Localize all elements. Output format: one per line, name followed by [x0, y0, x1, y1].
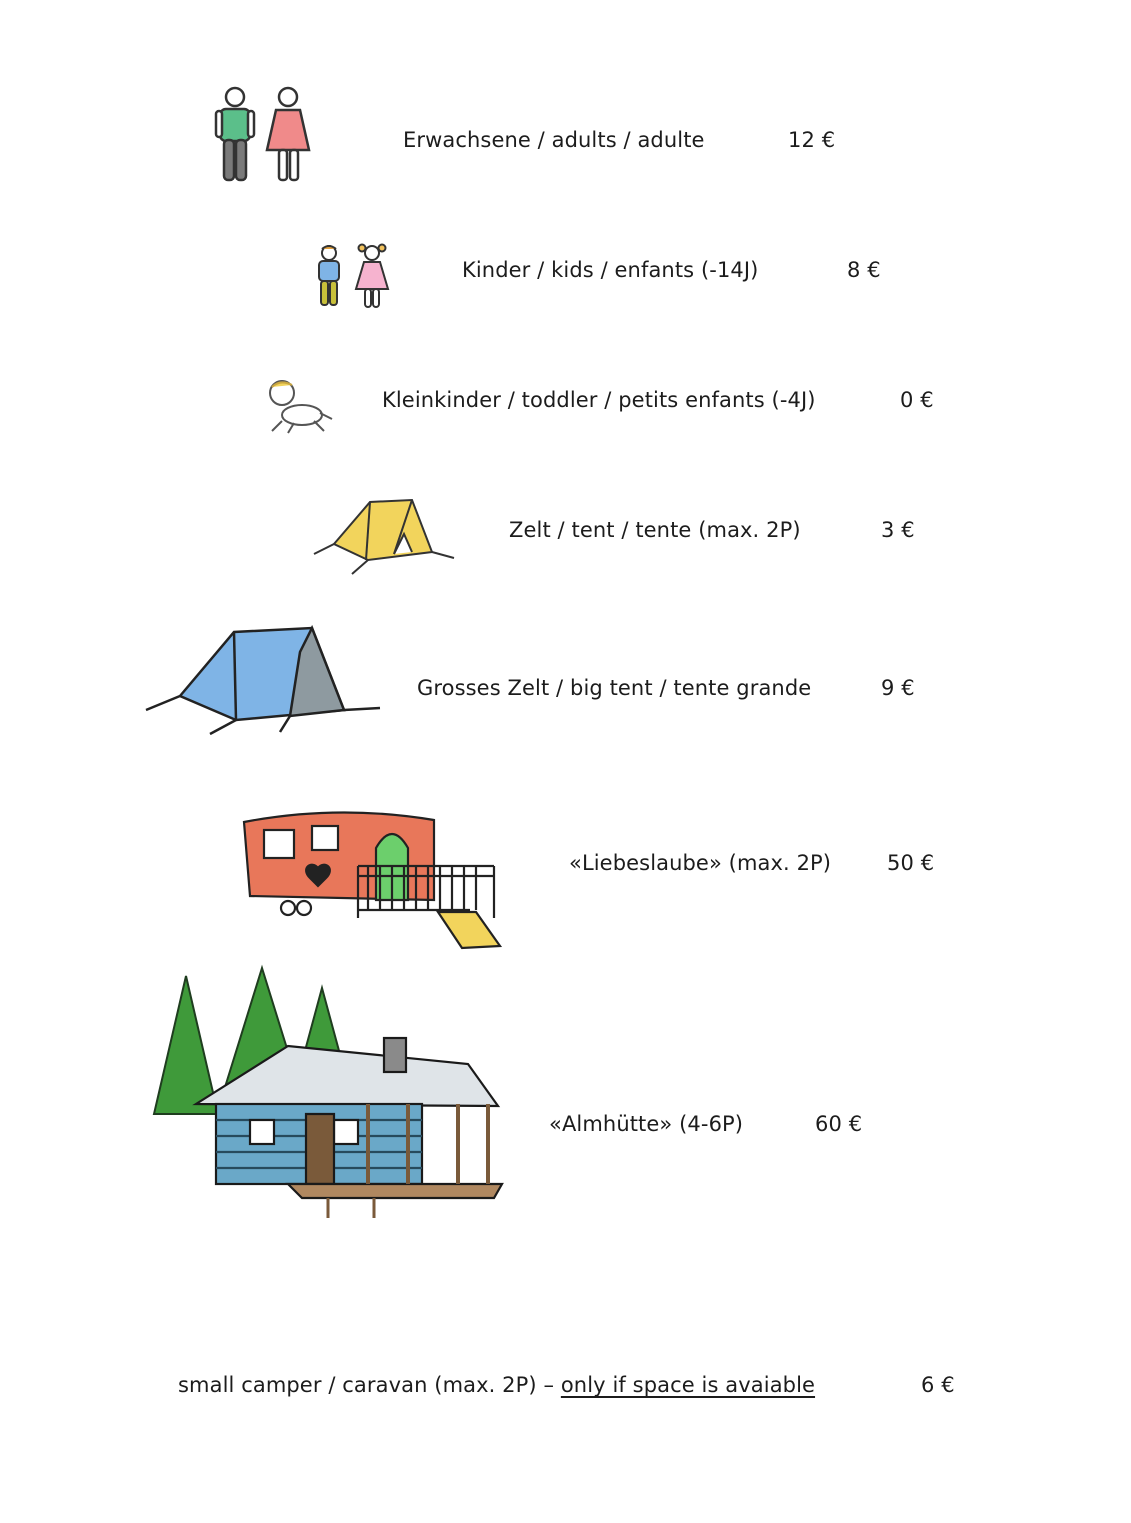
price-value-small-tent: 3 € — [881, 518, 915, 542]
camper-label: small camper / caravan (max. 2P) – — [178, 1373, 561, 1397]
price-value-cabin: 60 € — [815, 1112, 863, 1136]
camper-line — [178, 1373, 815, 1397]
camper-price: 6 € — [921, 1373, 955, 1397]
price-value-toddler: 0 € — [900, 388, 934, 412]
price-value-big-tent: 9 € — [881, 676, 915, 700]
small-tent-icon — [308, 494, 460, 578]
price-value-caravan: 50 € — [887, 851, 935, 875]
price-label-caravan: «Liebeslaube» (max. 2P) — [569, 851, 832, 875]
adults-icon — [212, 86, 312, 184]
log-cabin-icon — [138, 964, 504, 1226]
price-value-adults: 12 € — [788, 128, 836, 152]
price-label-kids: Kinder / kids / enfants (-14J) — [462, 258, 759, 282]
camper-availability-note: only if space is avaiable — [560, 1373, 816, 1397]
price-label-toddler: Kleinkinder / toddler / petits enfants (-4J) — [382, 388, 816, 412]
price-label-big-tent: Grosses Zelt / big tent / tente grande — [417, 676, 812, 700]
big-tent-icon — [140, 624, 390, 738]
price-label-cabin: «Almhütte» (4-6P) — [549, 1112, 744, 1136]
price-label-small-tent: Zelt / tent / tente (max. 2P) — [509, 518, 801, 542]
kids-icon — [312, 243, 394, 309]
toddler-icon — [262, 377, 336, 437]
price-label-adults: Erwachsene / adults / adulte — [403, 128, 705, 152]
price-value-kids: 8 € — [847, 258, 881, 282]
caravan-wagon-icon — [238, 800, 504, 952]
